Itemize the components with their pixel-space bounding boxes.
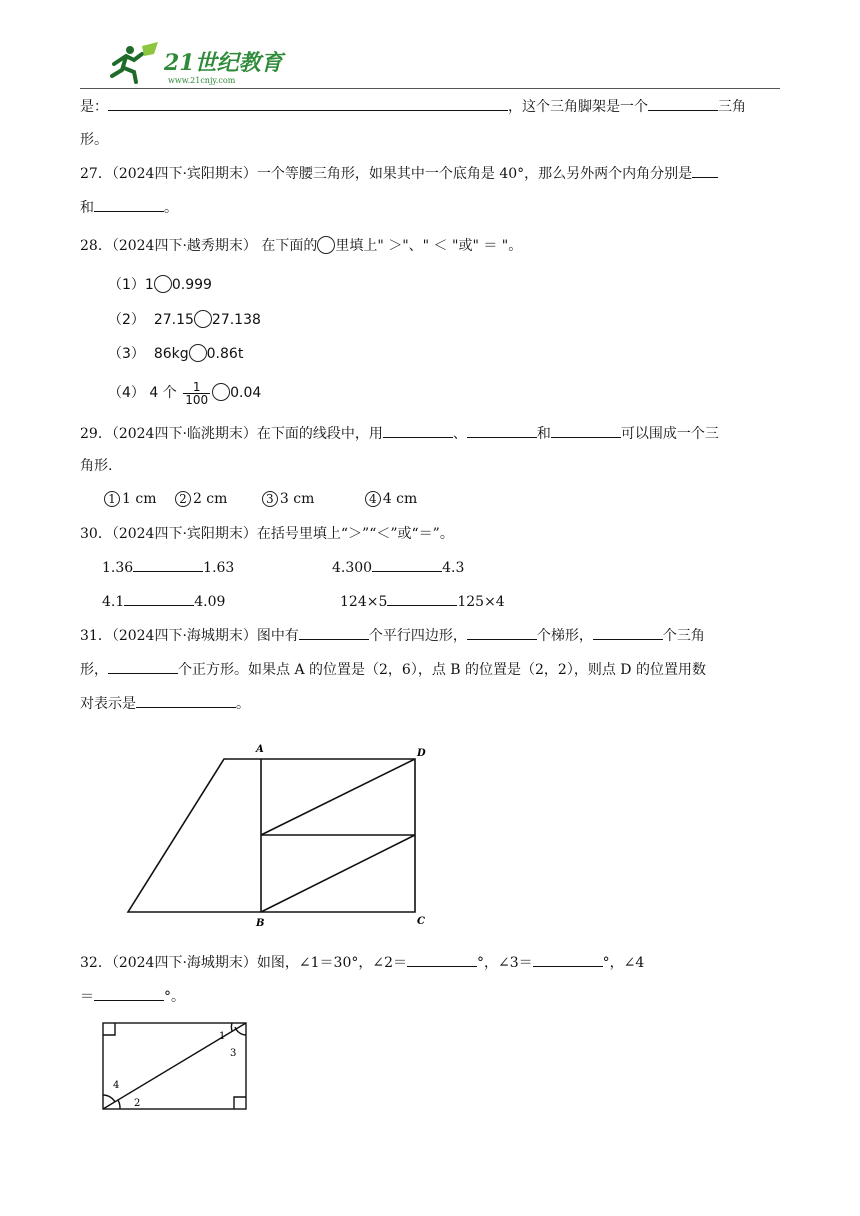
q32-text-start: 32．（2024四下·海城期末）如图，∠1＝30°，∠2＝	[80, 955, 407, 971]
q32-text-mid2: °，∠4	[602, 955, 645, 971]
q26-line1	[80, 96, 746, 117]
q30-blank[interactable]	[387, 591, 457, 606]
diagonal-upper	[261, 759, 415, 835]
q29-blank-1[interactable]	[383, 423, 453, 438]
q27-line2	[80, 197, 178, 218]
q27-blank-2[interactable]	[94, 197, 164, 212]
q30-item-4	[340, 591, 505, 612]
label-a: A	[256, 744, 264, 755]
angle-label-2: 2	[134, 1098, 141, 1109]
q28-item-2	[108, 310, 261, 330]
q28-item-right: 0.999	[171, 277, 212, 293]
right-angle-top-left	[103, 1023, 115, 1035]
label-b: B	[256, 918, 265, 929]
q26-text-start: 是：	[80, 99, 108, 115]
q28-item-4	[108, 380, 261, 406]
q30-right: 1.63	[203, 560, 235, 576]
option-text: 4 cm	[382, 491, 418, 507]
angle-label-1: 1	[219, 1031, 226, 1042]
q30-item-3	[102, 591, 225, 612]
logo-url: www.21cnjy.com	[168, 76, 236, 85]
q26-blank-1[interactable]	[108, 96, 508, 111]
q28-item-3	[108, 344, 243, 364]
q28-item-num: （4）	[108, 385, 145, 401]
q31-blank-5[interactable]	[136, 693, 236, 708]
q30-right: 4.09	[194, 594, 226, 610]
q32-blank-1[interactable]	[407, 952, 477, 967]
q28-item-left: 86kg	[153, 346, 189, 362]
q30-item-2	[332, 557, 464, 578]
q28-item-right: 27.138	[211, 312, 261, 328]
q30-blank[interactable]	[124, 591, 194, 606]
q28-intro-start: 28．（2024四下·越秀期末） 在下面的	[80, 238, 318, 254]
q31-text-line2-start: 形，	[80, 662, 108, 678]
circled-number: 4	[365, 491, 381, 507]
q30-text: 30．（2024四下·宾阳期末）在括号里填上“＞”“＜”或“＝”。	[80, 526, 454, 542]
circled-number: 1	[104, 491, 120, 507]
q29-line1	[80, 423, 719, 444]
q28-item-left: 1	[144, 277, 154, 293]
q29-options	[104, 489, 417, 509]
compare-circle-icon	[317, 236, 335, 254]
q30-left: 124×5	[340, 594, 388, 610]
angle-arc-4	[103, 1095, 115, 1102]
q27-text: 27．（2024四下·宾阳期末）一个等腰三角形，如果其中一个底角是 40°，那么另外两个内角分别是	[80, 166, 693, 182]
q30-left: 1.36	[102, 560, 134, 576]
q31-text-line2-end: 个正方形。如果点 A 的位置是（2，6），点 B 的位置是（2，2），则点 D 的位置用数	[178, 662, 706, 678]
q31-line1	[80, 625, 705, 646]
q28-item-left: 4 个	[149, 385, 177, 401]
q29-option-4	[365, 491, 417, 507]
q26-line2	[80, 130, 108, 150]
answer-circle[interactable]	[189, 344, 207, 362]
q29-option-3	[262, 491, 314, 507]
fraction	[183, 381, 210, 406]
angle-label-4: 4	[113, 1080, 120, 1091]
q28-item-right: 0.86t	[206, 346, 244, 362]
q31-line3	[80, 693, 250, 714]
option-text: 1 cm	[122, 491, 157, 507]
q26-text-line2: 形。	[80, 132, 108, 148]
q30-right: 125×4	[457, 594, 505, 610]
q29-option-1	[104, 491, 156, 507]
angle-label-3: 3	[230, 1048, 237, 1059]
q32-line2	[80, 986, 185, 1007]
q29-blank-2[interactable]	[467, 423, 537, 438]
q32-text-mid1: °，∠3＝	[476, 955, 533, 971]
circled-number: 3	[262, 491, 278, 507]
q27-blank-1[interactable]	[692, 163, 718, 178]
q31-blank-4[interactable]	[108, 659, 178, 674]
q30-intro	[80, 524, 454, 544]
q26-blank-2[interactable]	[648, 96, 718, 111]
q32-figure	[96, 1016, 256, 1116]
fraction-numerator: 1	[183, 381, 210, 394]
q32-text-line2-end: °。	[164, 989, 185, 1005]
label-c: C	[417, 916, 425, 927]
answer-circle[interactable]	[212, 383, 230, 401]
q29-blank-3[interactable]	[551, 423, 621, 438]
q28-item-left: 27.15	[153, 312, 194, 328]
q30-blank[interactable]	[133, 557, 203, 572]
q27-line1	[80, 163, 718, 184]
option-text: 2 cm	[192, 491, 228, 507]
q28-item-right: 0.04	[230, 385, 262, 401]
q31-blank-2[interactable]	[467, 625, 537, 640]
option-text: 3 cm	[279, 491, 315, 507]
q30-right: 4.3	[442, 560, 465, 576]
q31-figure	[120, 740, 430, 930]
logo	[102, 40, 302, 86]
q31-text-a: 个平行四边形，	[368, 628, 467, 644]
q32-blank-3[interactable]	[94, 986, 164, 1001]
q32-blank-2[interactable]	[533, 952, 603, 967]
q28-item-num: （3）	[108, 346, 145, 362]
q29-text-line2: 角形.	[80, 458, 113, 474]
angle-arc-2	[118, 1100, 120, 1109]
q29-text-end: 可以围成一个三	[620, 426, 719, 442]
q30-left: 4.300	[332, 560, 373, 576]
q28-intro	[80, 236, 522, 256]
angle-arc-1	[231, 1023, 232, 1031]
q30-item-1	[102, 557, 234, 578]
q30-blank[interactable]	[372, 557, 442, 572]
answer-circle[interactable]	[194, 310, 212, 328]
q27-and: 和	[80, 200, 94, 216]
q26-text-end: 三角	[718, 99, 746, 115]
q31-text-c: 个三角	[662, 628, 705, 644]
q31-text-b: 个梯形，	[536, 628, 593, 644]
q29-sep2: 和	[536, 426, 551, 442]
q32-line1	[80, 952, 644, 973]
diagonal-lower	[261, 835, 415, 912]
q32-text-line2-start: ＝	[80, 989, 94, 1005]
logo-text: 21世纪教育	[164, 50, 283, 76]
right-angle-bottom-right	[234, 1097, 246, 1109]
label-d: D	[417, 748, 426, 759]
q29-option-2	[175, 491, 227, 507]
circled-number: 2	[175, 491, 191, 507]
q28-intro-end: 里填上" ＞"、" ＜ "或" ＝ "。	[335, 238, 523, 254]
q31-line2	[80, 659, 706, 680]
q29-text-start: 29．（2024四下·临洮期末）在下面的线段中，用	[80, 426, 383, 442]
q31-blank-3[interactable]	[593, 625, 663, 640]
q29-line2	[80, 456, 112, 476]
q31-blank-1[interactable]	[299, 625, 369, 640]
q31-text-line3-start: 对表示是	[80, 696, 136, 712]
answer-circle[interactable]	[154, 275, 172, 293]
q30-left: 4.1	[102, 594, 125, 610]
runner-icon	[112, 42, 158, 82]
q28-item-num: （2）	[108, 312, 145, 328]
page-header	[80, 40, 780, 89]
q27-end: 。	[164, 200, 178, 216]
q31-text-start: 31．（2024四下·海城期末）图中有	[80, 628, 299, 644]
q29-sep1: 、	[452, 426, 467, 442]
q31-text-line3-end: 。	[236, 696, 250, 712]
q28-item-num: （1）	[108, 277, 145, 293]
q28-item-1	[108, 275, 212, 295]
q26-text-mid: ，这个三角脚架是一个	[508, 99, 648, 115]
fraction-denominator: 100	[185, 392, 209, 407]
